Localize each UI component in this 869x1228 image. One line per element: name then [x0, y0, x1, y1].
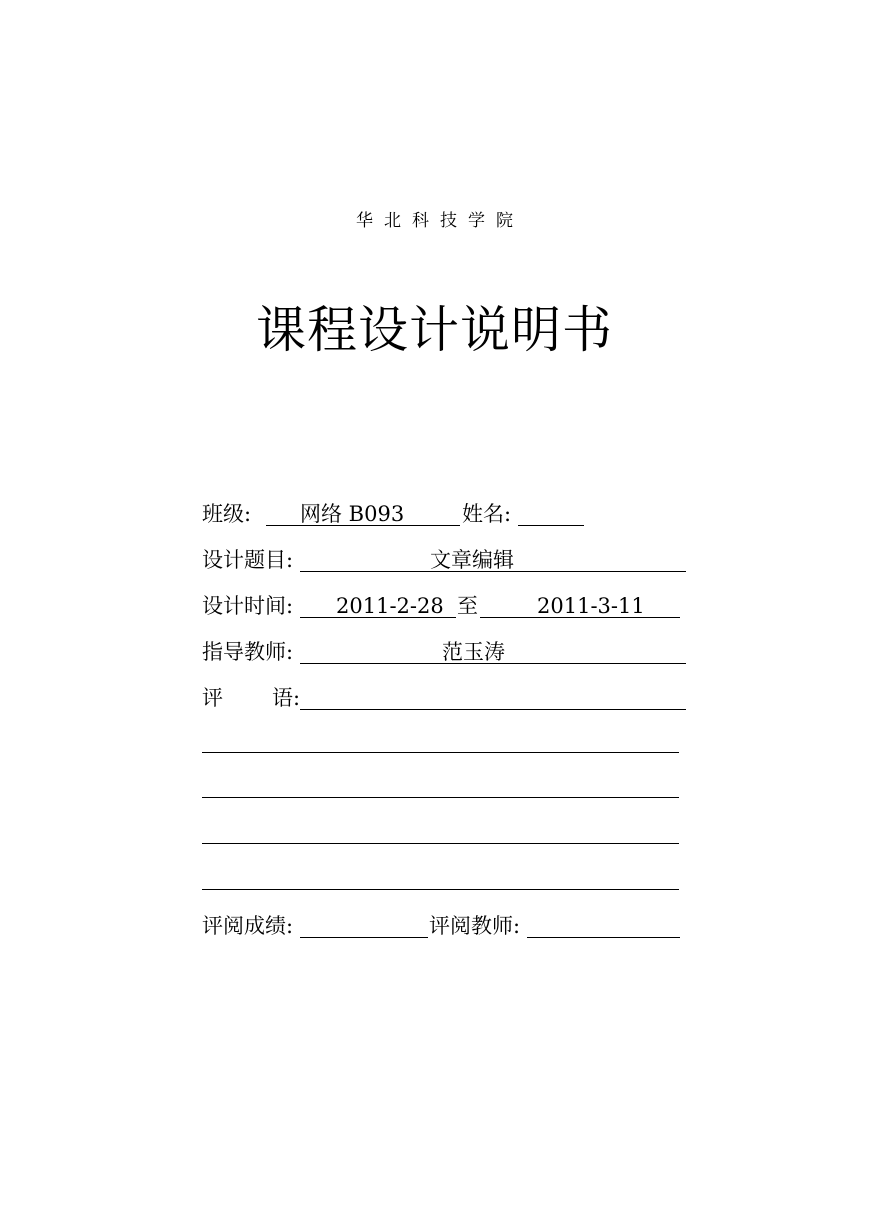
comment-blank-line	[202, 752, 679, 753]
advisor-value: 范玉涛	[442, 640, 505, 664]
grade-underline	[300, 937, 428, 938]
grade-row	[0, 912, 869, 940]
topic-row	[0, 546, 869, 574]
time-start-value: 2011-2-28	[336, 594, 444, 618]
grade-label: 评阅成绩:	[202, 914, 294, 938]
advisor-label: 指导教师:	[202, 640, 294, 664]
comment-underline	[300, 709, 686, 710]
comment-blank-line	[202, 797, 679, 798]
advisor-row	[0, 638, 869, 666]
class-name-row	[0, 500, 869, 528]
comment-row	[0, 684, 869, 712]
name-underline	[518, 525, 584, 526]
time-to-label: 至	[457, 594, 478, 618]
topic-value: 文章编辑	[430, 548, 514, 572]
school-name: 华北科技学院	[356, 211, 524, 231]
class-label: 班级:	[202, 502, 252, 526]
time-end-value: 2011-3-11	[537, 594, 645, 618]
reviewer-label: 评阅教师:	[429, 914, 521, 938]
comment-label-part1: 评	[202, 686, 223, 710]
name-label: 姓名:	[462, 502, 512, 526]
time-label: 设计时间:	[202, 594, 294, 618]
comment-label-part2: 语:	[272, 686, 301, 710]
time-row	[0, 592, 869, 620]
comment-blank-line	[202, 843, 679, 844]
topic-label: 设计题目:	[202, 548, 294, 572]
class-value: 网络 B093	[300, 502, 405, 526]
comment-blank-line	[202, 889, 679, 890]
reviewer-underline	[527, 937, 680, 938]
document-title: 课程设计说明书	[256, 301, 613, 359]
